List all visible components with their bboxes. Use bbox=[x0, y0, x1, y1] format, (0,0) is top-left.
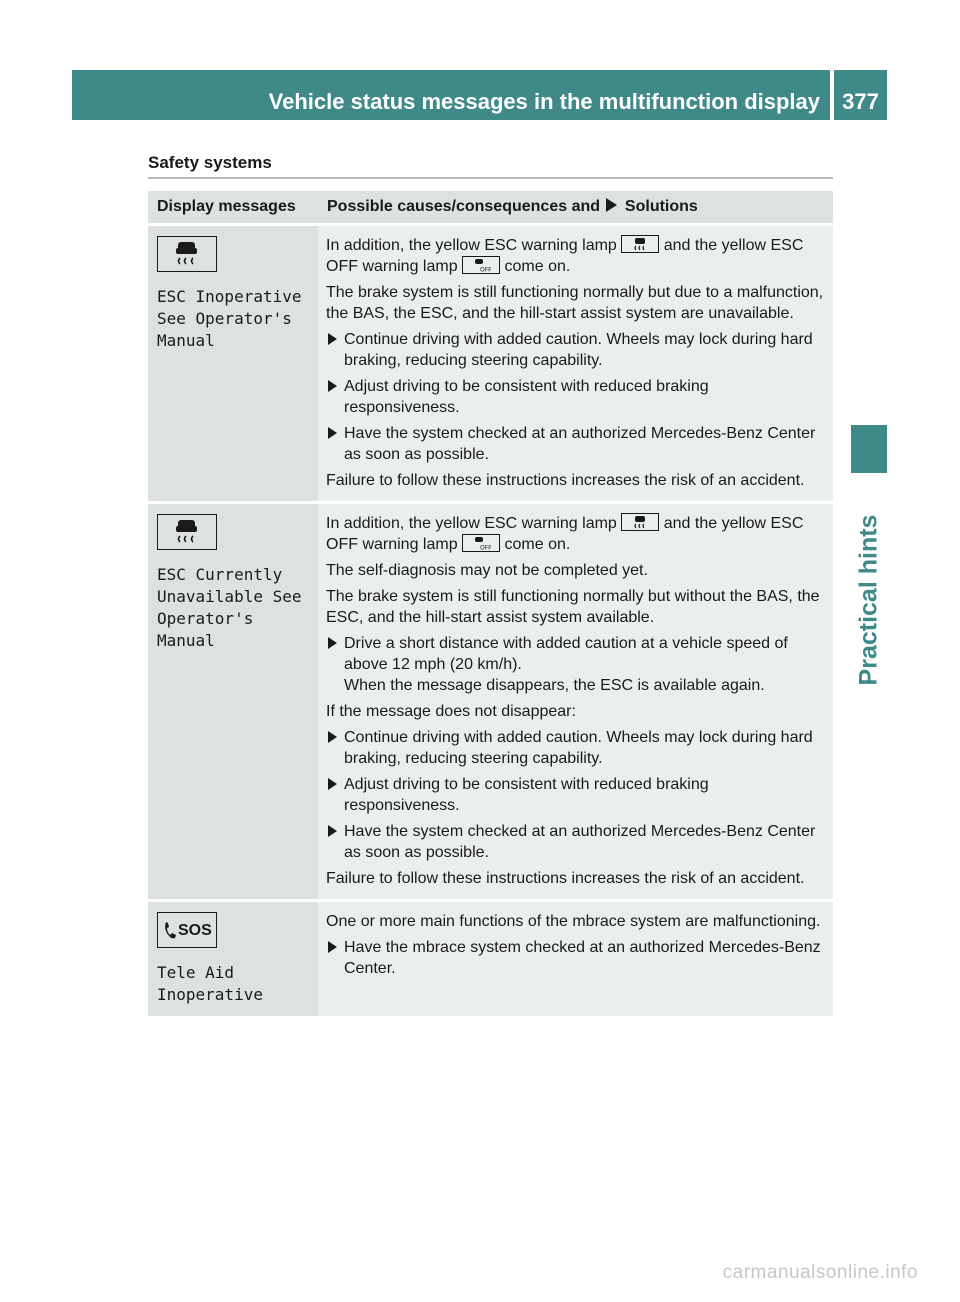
footer-watermark: carmanualsonline.info bbox=[722, 1262, 918, 1283]
section-title: Safety systems bbox=[148, 153, 272, 172]
esc-warning-lamp-icon bbox=[621, 513, 659, 531]
solution-paragraph: If the message does not disappear: bbox=[326, 703, 576, 720]
solution-paragraph: Failure to follow these instructions increases the risk of an accident. bbox=[326, 870, 805, 887]
step-text: When the message disappears, the ESC is available again. bbox=[344, 677, 765, 694]
esc-off-lamp-icon bbox=[462, 256, 500, 274]
column-header-solutions bbox=[318, 191, 833, 223]
esc-off-lamp-icon bbox=[462, 534, 500, 552]
display-message-text: Tele Aid Inoperative bbox=[157, 963, 263, 1004]
esc-warning-icon bbox=[157, 514, 217, 550]
esc-warning-icon bbox=[157, 236, 217, 272]
step-arrow-icon bbox=[328, 427, 337, 439]
step-arrow-icon bbox=[328, 941, 337, 953]
solution-cell bbox=[318, 504, 833, 899]
solution-paragraph: The brake system is still functioning normally but due to a malfunction, the BAS, the ESC, and the hill-start assist system are unavailable. bbox=[326, 284, 824, 322]
sos-icon-text: SOS bbox=[178, 922, 212, 939]
text-span: In addition, the yellow ESC warning lamp bbox=[326, 237, 617, 254]
header-solutions-prefix: Possible causes/consequences and bbox=[327, 198, 601, 215]
step-arrow-icon bbox=[328, 380, 337, 392]
table-header-row bbox=[148, 191, 833, 223]
text-span: In addition, the yellow ESC warning lamp bbox=[326, 515, 617, 532]
solution-step bbox=[326, 821, 827, 863]
column-header-display-messages: Display messages bbox=[148, 191, 318, 223]
solution-paragraph: Failure to follow these instructions increases the risk of an accident. bbox=[326, 472, 805, 489]
solution-step bbox=[326, 727, 827, 769]
solution-paragraph: The brake system is still functioning normally but without the BAS, the ESC, and the hill-start assist system available. bbox=[326, 588, 820, 626]
svg-text:OFF: OFF bbox=[480, 544, 492, 551]
solution-paragraph: The self-diagnosis may not be completed yet. bbox=[326, 562, 648, 579]
step-text: Adjust driving to be consistent with reduced braking responsiveness. bbox=[344, 378, 709, 416]
svg-text:OFF: OFF bbox=[480, 266, 492, 273]
header-solutions-suffix: Solutions bbox=[624, 198, 698, 215]
messages-table bbox=[148, 188, 833, 1019]
solution-step bbox=[326, 376, 827, 418]
solution-step bbox=[326, 633, 827, 696]
solution-paragraph: One or more main functions of the mbrace system are malfunctioning. bbox=[326, 913, 821, 930]
esc-warning-lamp-icon bbox=[621, 235, 659, 253]
side-tab-marker bbox=[851, 425, 887, 473]
solution-paragraph bbox=[326, 513, 827, 555]
display-message-text: ESC Currently Unavailable See Operator's Manual bbox=[157, 565, 302, 650]
solution-paragraph bbox=[326, 235, 827, 277]
step-text: Have the mbrace system checked at an authorized Mercedes-Benz Center. bbox=[344, 939, 821, 977]
step-text: Have the system checked at an authorized Mercedes-Benz Center as soon as possible. bbox=[344, 425, 816, 463]
step-arrow-icon bbox=[328, 825, 337, 837]
display-message-cell bbox=[148, 902, 318, 1016]
text-span: come on. bbox=[504, 536, 571, 553]
solution-step bbox=[326, 774, 827, 816]
section-divider bbox=[148, 177, 833, 179]
solution-step bbox=[326, 423, 827, 465]
table-row bbox=[148, 226, 833, 501]
step-arrow-icon bbox=[328, 778, 337, 790]
sos-phone-icon bbox=[157, 912, 217, 948]
step-arrow-icon bbox=[328, 637, 337, 649]
step-text: Continue driving with added caution. Wheels may lock during hard braking, reducing steering capability. bbox=[344, 729, 813, 767]
step-text: Have the system checked at an authorized Mercedes-Benz Center as soon as possible. bbox=[344, 823, 816, 861]
step-text: Adjust driving to be consistent with reduced braking responsiveness. bbox=[344, 776, 709, 814]
display-message-cell bbox=[148, 226, 318, 501]
table-row bbox=[148, 504, 833, 899]
step-arrow-icon bbox=[328, 333, 337, 345]
side-tab-label: Practical hints bbox=[854, 514, 883, 686]
table-row bbox=[148, 902, 833, 1016]
display-message-cell bbox=[148, 504, 318, 899]
header-title: Vehicle status messages in the multifunction display bbox=[72, 70, 830, 120]
solution-cell bbox=[318, 902, 833, 1016]
text-span: and the yellow ESC OFF warning lamp bbox=[326, 237, 804, 275]
arrow-right-icon bbox=[606, 198, 618, 212]
solution-step bbox=[326, 937, 827, 979]
page-number: 377 bbox=[834, 70, 887, 120]
text-span: and the yellow ESC OFF warning lamp bbox=[326, 515, 804, 553]
solution-cell bbox=[318, 226, 833, 501]
step-text: Drive a short distance with added caution at a vehicle speed of above 12 mph (20 km/h). bbox=[344, 635, 788, 673]
step-text: Continue driving with added caution. Wheels may lock during hard braking, reducing steering capability. bbox=[344, 331, 813, 369]
solution-step bbox=[326, 329, 827, 371]
text-span: come on. bbox=[504, 258, 571, 275]
step-arrow-icon bbox=[328, 731, 337, 743]
display-message-text: ESC Inoperative See Operator's Manual bbox=[157, 287, 302, 350]
